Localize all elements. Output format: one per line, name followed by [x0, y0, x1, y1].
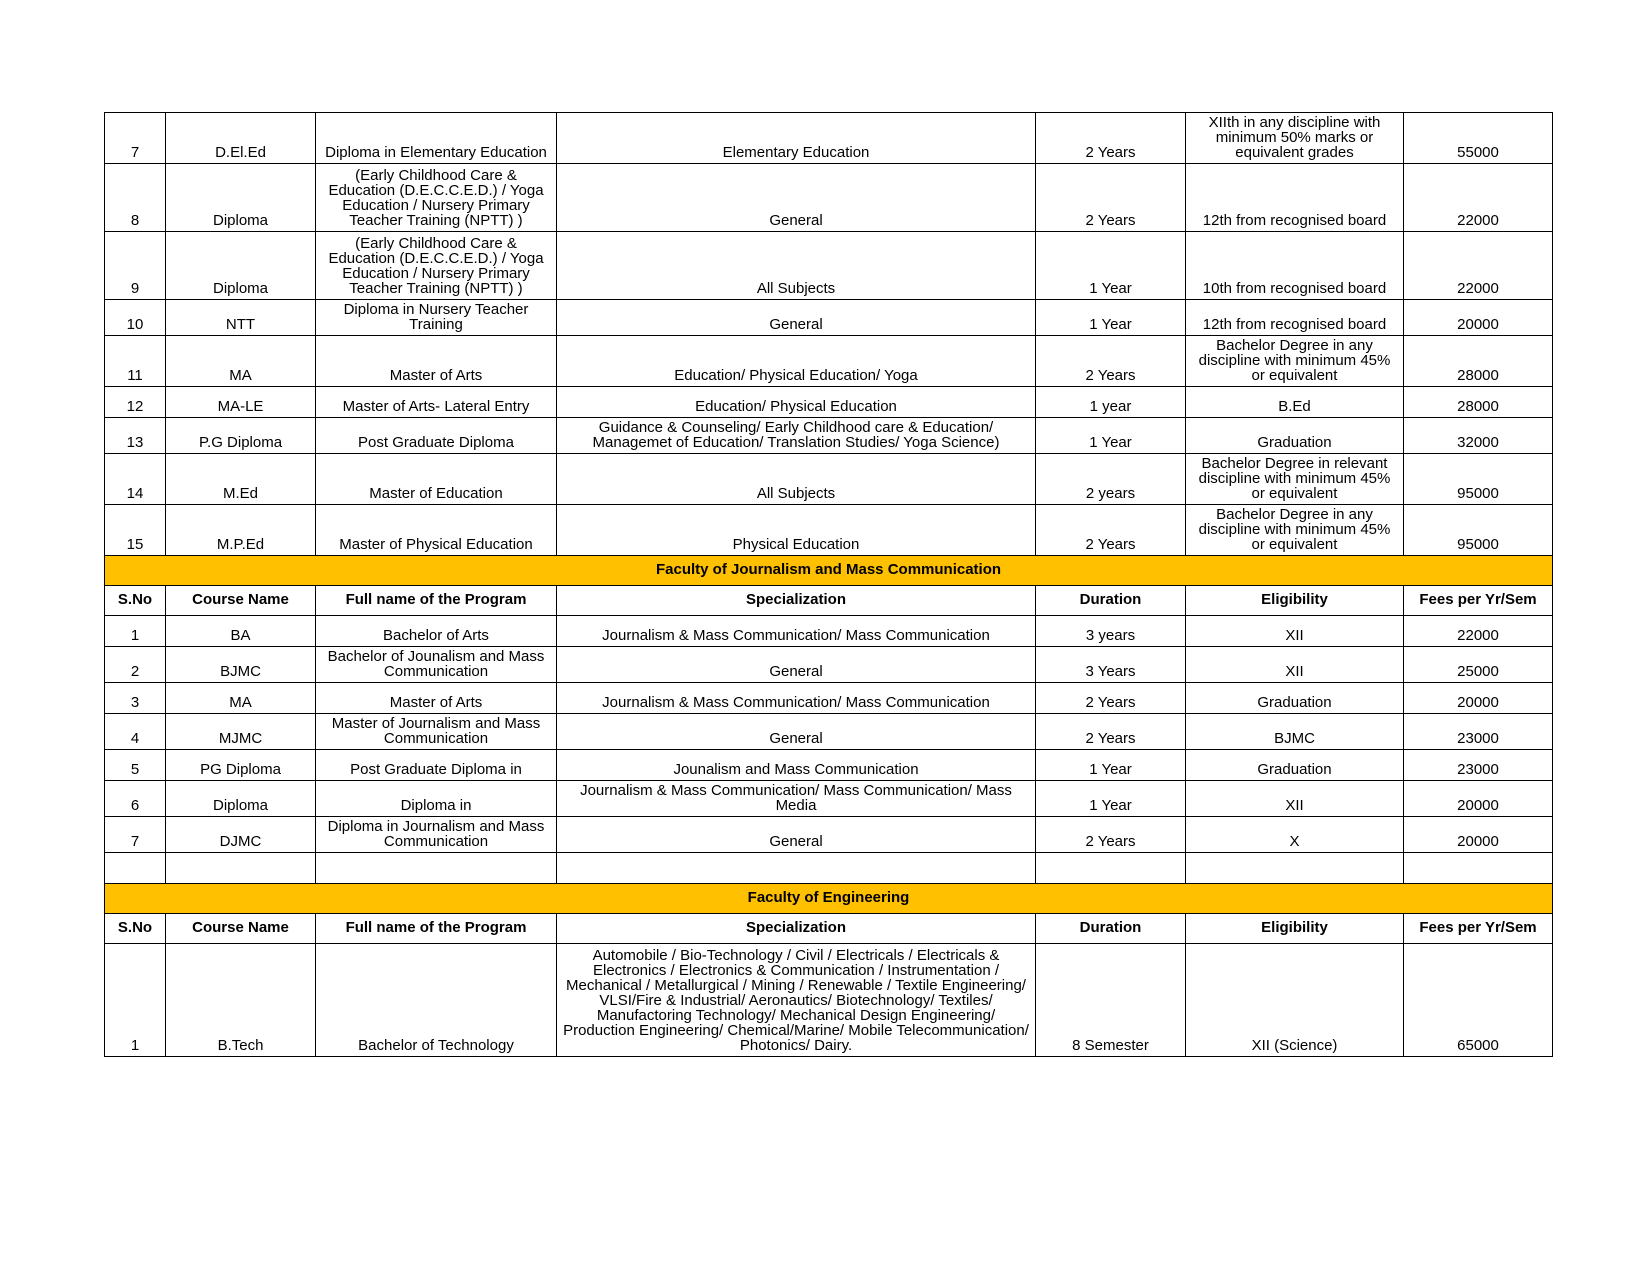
course-name-cell: MA [166, 336, 316, 387]
empty-cell [1404, 853, 1553, 884]
table-row [105, 336, 1553, 387]
sno-cell: 11 [105, 336, 166, 387]
fees-cell: 23000 [1404, 750, 1553, 781]
specialization-cell: Elementary Education [557, 113, 1036, 164]
course-name-cell: MJMC [166, 714, 316, 750]
specialization-cell: General [557, 817, 1036, 853]
sno-cell: 2 [105, 647, 166, 683]
table-row [105, 113, 1553, 164]
course-name-cell: MA-LE [166, 387, 316, 418]
duration-cell: 3 years [1036, 616, 1186, 647]
fees-cell: 25000 [1404, 647, 1553, 683]
duration-cell: 1 Year [1036, 750, 1186, 781]
specialization-cell: Journalism & Mass Communication/ Mass Communication/ Mass Media [557, 781, 1036, 817]
course-name-cell: D.El.Ed [166, 113, 316, 164]
course-name-cell: Diploma [166, 781, 316, 817]
course-name-header: Course Name [166, 586, 316, 616]
duration-cell: 2 Years [1036, 113, 1186, 164]
column-header-row [105, 914, 1553, 944]
table-row [105, 164, 1553, 232]
table-row [105, 944, 1553, 1057]
duration-cell: 1 Year [1036, 418, 1186, 454]
full-name-cell: (Early Childhood Care & Education (D.E.C.C.E.D.) / Yoga Education / Nursery Primary Teacher Training (NPTT) ) [316, 232, 557, 300]
specialization-cell: Education/ Physical Education [557, 387, 1036, 418]
empty-cell [557, 853, 1036, 884]
duration-cell: 2 years [1036, 454, 1186, 505]
duration-cell: 1 Year [1036, 300, 1186, 336]
fees-cell: 22000 [1404, 164, 1553, 232]
eligibility-cell: XII [1186, 616, 1404, 647]
sno-header: S.No [105, 586, 166, 616]
empty-cell [1036, 853, 1186, 884]
fees-cell: 22000 [1404, 232, 1553, 300]
table-row [105, 418, 1553, 454]
courses-table [104, 112, 1553, 1057]
eligibility-cell: XII [1186, 647, 1404, 683]
fees-header: Fees per Yr/Sem [1404, 586, 1553, 616]
fees-cell: 23000 [1404, 714, 1553, 750]
engineering-section-band [105, 884, 1553, 914]
column-header-row [105, 586, 1553, 616]
journalism-section-band [105, 556, 1553, 586]
duration-cell: 2 Years [1036, 683, 1186, 714]
specialization-cell: All Subjects [557, 454, 1036, 505]
sno-cell: 1 [105, 616, 166, 647]
fees-header: Fees per Yr/Sem [1404, 914, 1553, 944]
specialization-cell: General [557, 300, 1036, 336]
eligibility-cell: XII (Science) [1186, 944, 1404, 1057]
empty-cell [1186, 853, 1404, 884]
full-name-cell: Master of Arts [316, 336, 557, 387]
eligibility-cell: B.Ed [1186, 387, 1404, 418]
table-row [105, 750, 1553, 781]
duration-cell: 1 year [1036, 387, 1186, 418]
full-name-header: Full name of the Program [316, 914, 557, 944]
sno-cell: 15 [105, 505, 166, 556]
sno-cell: 6 [105, 781, 166, 817]
eligibility-cell: Bachelor Degree in any discipline with minimum 45% or equivalent [1186, 505, 1404, 556]
section-title: Faculty of Journalism and Mass Communication [105, 556, 1553, 586]
fees-cell: 20000 [1404, 683, 1553, 714]
table-row [105, 714, 1553, 750]
course-name-cell: Diploma [166, 232, 316, 300]
eligibility-cell: 10th from recognised board [1186, 232, 1404, 300]
course-name-cell: M.P.Ed [166, 505, 316, 556]
specialization-cell: All Subjects [557, 232, 1036, 300]
table-row [105, 781, 1553, 817]
specialization-header: Specialization [557, 914, 1036, 944]
eligibility-header: Eligibility [1186, 914, 1404, 944]
sno-cell: 14 [105, 454, 166, 505]
full-name-cell: Diploma in Nursery Teacher Training [316, 300, 557, 336]
full-name-cell: Bachelor of Technology [316, 944, 557, 1057]
empty-cell [166, 853, 316, 884]
specialization-cell: Physical Education [557, 505, 1036, 556]
full-name-cell: Master of Physical Education [316, 505, 557, 556]
table-row [105, 300, 1553, 336]
fees-cell: 20000 [1404, 781, 1553, 817]
eligibility-cell: Graduation [1186, 750, 1404, 781]
table-row [105, 616, 1553, 647]
fees-cell: 55000 [1404, 113, 1553, 164]
duration-header: Duration [1036, 914, 1186, 944]
table-row [105, 683, 1553, 714]
full-name-cell: Master of Arts- Lateral Entry [316, 387, 557, 418]
eligibility-header: Eligibility [1186, 586, 1404, 616]
sno-cell: 7 [105, 113, 166, 164]
specialization-cell: General [557, 164, 1036, 232]
course-name-cell: BA [166, 616, 316, 647]
duration-cell: 3 Years [1036, 647, 1186, 683]
duration-cell: 2 Years [1036, 505, 1186, 556]
full-name-cell: Diploma in [316, 781, 557, 817]
course-name-cell: NTT [166, 300, 316, 336]
eligibility-cell: Graduation [1186, 418, 1404, 454]
specialization-cell: Automobile / Bio-Technology / Civil / Electricals / Electricals & Electronics / Electronics & Communication / Instrumentation / Mechanical / Metallurgical / Mining / Renewable / Textile Engineering/ VLSI/Fire & Industrial/ Aeronautics/ Biotechnology/ Textiles/ Manufactoring Technology/ Mechanical Design Engineering/ Production Engineering/ Chemical/Marine/ Mobile Telecommunication/ Photonics/ Dairy. [557, 944, 1036, 1057]
duration-cell: 1 Year [1036, 232, 1186, 300]
sno-cell: 12 [105, 387, 166, 418]
full-name-cell: Diploma in Journalism and Mass Communication [316, 817, 557, 853]
sno-cell: 1 [105, 944, 166, 1057]
fees-cell: 95000 [1404, 505, 1553, 556]
table-body [105, 113, 1553, 1057]
blank-row [105, 853, 1553, 884]
course-name-header: Course Name [166, 914, 316, 944]
duration-cell: 8 Semester [1036, 944, 1186, 1057]
full-name-cell: Post Graduate Diploma in [316, 750, 557, 781]
specialization-cell: General [557, 714, 1036, 750]
eligibility-cell: Graduation [1186, 683, 1404, 714]
full-name-cell: Master of Journalism and Mass Communication [316, 714, 557, 750]
eligibility-cell: 12th from recognised board [1186, 300, 1404, 336]
eligibility-cell: 12th from recognised board [1186, 164, 1404, 232]
sno-cell: 8 [105, 164, 166, 232]
sno-cell: 3 [105, 683, 166, 714]
sno-cell: 9 [105, 232, 166, 300]
full-name-cell: Post Graduate Diploma [316, 418, 557, 454]
full-name-header: Full name of the Program [316, 586, 557, 616]
table-row [105, 232, 1553, 300]
full-name-cell: Master of Education [316, 454, 557, 505]
sno-cell: 7 [105, 817, 166, 853]
duration-cell: 2 Years [1036, 714, 1186, 750]
empty-cell [316, 853, 557, 884]
course-name-cell: MA [166, 683, 316, 714]
course-name-cell: P.G Diploma [166, 418, 316, 454]
sno-cell: 5 [105, 750, 166, 781]
section-title: Faculty of Engineering [105, 884, 1553, 914]
sno-cell: 10 [105, 300, 166, 336]
full-name-cell: Bachelor of Arts [316, 616, 557, 647]
duration-cell: 1 Year [1036, 781, 1186, 817]
sno-cell: 13 [105, 418, 166, 454]
sno-cell: 4 [105, 714, 166, 750]
course-name-cell: B.Tech [166, 944, 316, 1057]
specialization-cell: Journalism & Mass Communication/ Mass Communication [557, 616, 1036, 647]
specialization-cell: Journalism & Mass Communication/ Mass Communication [557, 683, 1036, 714]
eligibility-cell: Bachelor Degree in relevant discipline with minimum 45% or equivalent [1186, 454, 1404, 505]
duration-cell: 2 Years [1036, 817, 1186, 853]
eligibility-cell: Bachelor Degree in any discipline with minimum 45% or equivalent [1186, 336, 1404, 387]
fees-cell: 22000 [1404, 616, 1553, 647]
duration-cell: 2 Years [1036, 336, 1186, 387]
fees-cell: 32000 [1404, 418, 1553, 454]
sno-header: S.No [105, 914, 166, 944]
duration-cell: 2 Years [1036, 164, 1186, 232]
fees-cell: 20000 [1404, 817, 1553, 853]
specialization-cell: Guidance & Counseling/ Early Childhood care & Education/ Managemet of Education/ Translation Studies/ Yoga Science) [557, 418, 1036, 454]
fees-cell: 28000 [1404, 336, 1553, 387]
table-row [105, 454, 1553, 505]
full-name-cell: Master of Arts [316, 683, 557, 714]
eligibility-cell: BJMC [1186, 714, 1404, 750]
specialization-header: Specialization [557, 586, 1036, 616]
course-name-cell: PG Diploma [166, 750, 316, 781]
eligibility-cell: X [1186, 817, 1404, 853]
specialization-cell: General [557, 647, 1036, 683]
course-name-cell: DJMC [166, 817, 316, 853]
table-row [105, 817, 1553, 853]
fees-cell: 95000 [1404, 454, 1553, 505]
table-row [105, 647, 1553, 683]
full-name-cell: Bachelor of Jounalism and Mass Communication [316, 647, 557, 683]
empty-cell [105, 853, 166, 884]
specialization-cell: Education/ Physical Education/ Yoga [557, 336, 1036, 387]
table-row [105, 387, 1553, 418]
course-name-cell: M.Ed [166, 454, 316, 505]
specialization-cell: Jounalism and Mass Communication [557, 750, 1036, 781]
fees-cell: 65000 [1404, 944, 1553, 1057]
fees-cell: 28000 [1404, 387, 1553, 418]
course-name-cell: BJMC [166, 647, 316, 683]
table-row [105, 505, 1553, 556]
fees-cell: 20000 [1404, 300, 1553, 336]
duration-header: Duration [1036, 586, 1186, 616]
course-name-cell: Diploma [166, 164, 316, 232]
eligibility-cell: XIIth in any discipline with minimum 50% marks or equivalent grades [1186, 113, 1404, 164]
full-name-cell: (Early Childhood Care & Education (D.E.C.C.E.D.) / Yoga Education / Nursery Primary Teacher Training (NPTT) ) [316, 164, 557, 232]
full-name-cell: Diploma in Elementary Education [316, 113, 557, 164]
eligibility-cell: XII [1186, 781, 1404, 817]
